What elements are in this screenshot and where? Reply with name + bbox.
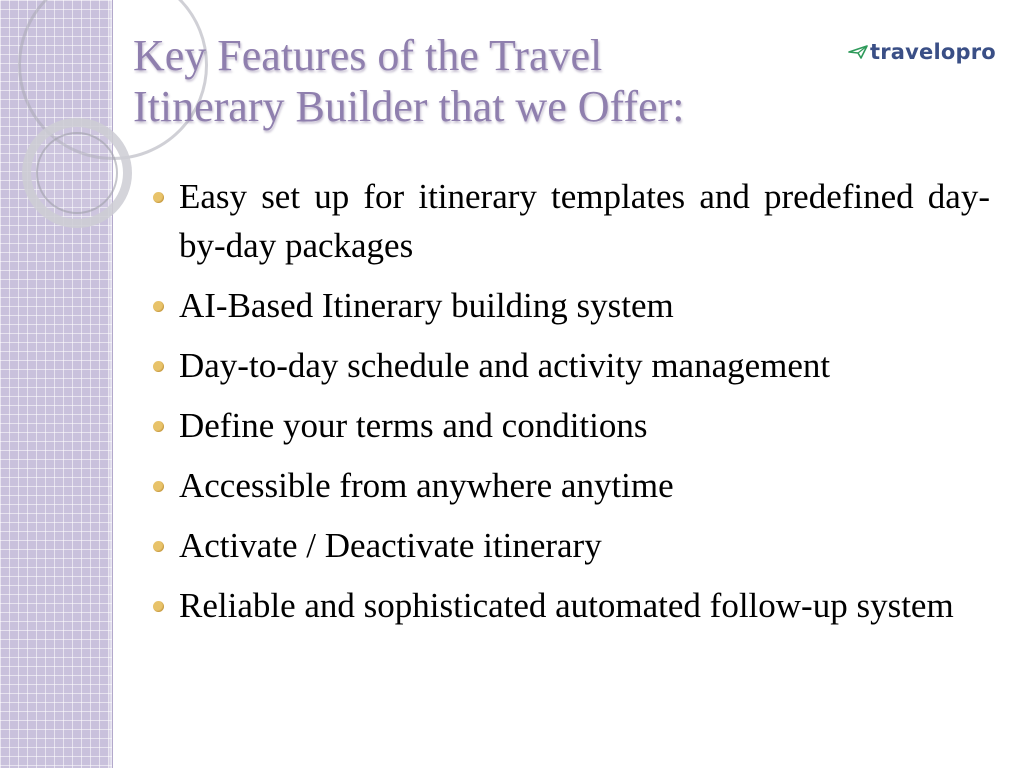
feature-list xyxy=(150,172,990,641)
paper-plane-icon xyxy=(848,45,868,59)
bullet-dot-icon xyxy=(153,361,164,372)
list-item-text: Easy set up for itinerary templates and predefined day-by-day packages xyxy=(179,177,990,265)
slide-title xyxy=(133,30,684,132)
bullet-dot-icon xyxy=(153,421,164,432)
list-item xyxy=(150,521,990,570)
list-item-text: Define your terms and conditions xyxy=(179,406,648,445)
list-item-text: Reliable and sophisticated automated follow-up system xyxy=(179,586,954,625)
travelopro-logo xyxy=(848,40,996,64)
bullet-dot-icon xyxy=(153,301,164,312)
bullet-dot-icon xyxy=(153,541,164,552)
list-item xyxy=(150,581,990,630)
decorative-ring-inner xyxy=(36,132,118,214)
list-item-text: Activate / Deactivate itinerary xyxy=(179,526,602,565)
list-item xyxy=(150,401,990,450)
title-line-1: Key Features of the Travel xyxy=(133,31,603,80)
bullet-dot-icon xyxy=(153,601,164,612)
list-item-text: Accessible from anywhere anytime xyxy=(179,466,674,505)
list-item xyxy=(150,461,990,510)
bullet-dot-icon xyxy=(153,481,164,492)
list-item xyxy=(150,281,990,330)
list-item-text: AI-Based Itinerary building system xyxy=(179,286,674,325)
logo-text: travelopro xyxy=(870,40,996,64)
title-line-2: Itinerary Builder that we Offer: xyxy=(133,82,685,131)
list-item xyxy=(150,172,990,270)
list-item xyxy=(150,341,990,390)
list-item-text: Day-to-day schedule and activity management xyxy=(179,346,831,385)
bullet-dot-icon xyxy=(153,192,164,203)
